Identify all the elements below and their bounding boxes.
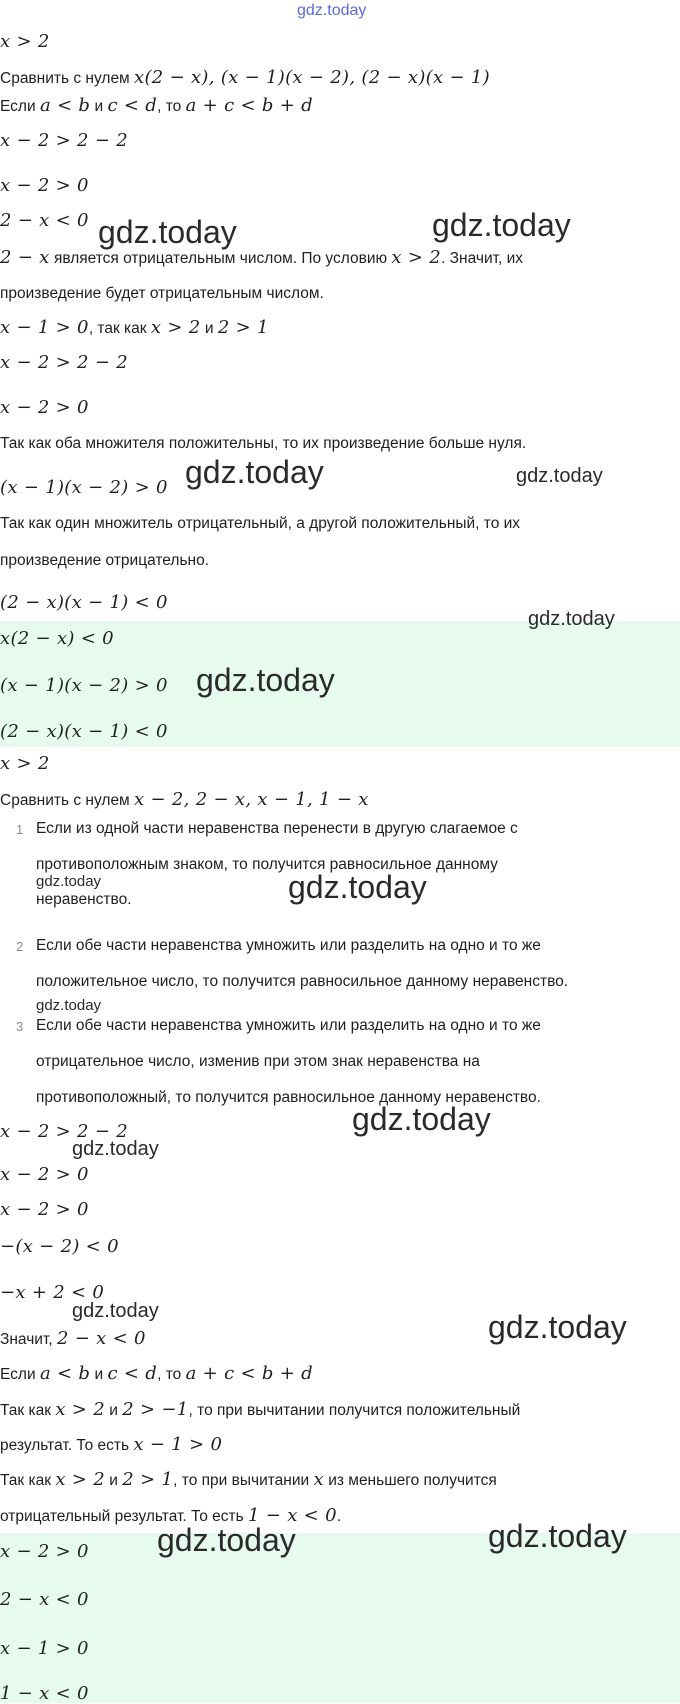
list-item: Если обе части неравенства умножить или разделить на одно и то же [36, 937, 541, 954]
text-line: Значит, 2 − x < 0 [0, 1328, 146, 1349]
answer-block [0, 621, 680, 747]
math-line: x − 2 > 0 [0, 175, 89, 196]
answer-line: 1 − x < 0 [0, 1683, 89, 1704]
watermark: gdz.today [157, 1522, 296, 1558]
watermark: gdz.today [72, 1300, 159, 1322]
math-line: 2 − x < 0 [0, 210, 89, 231]
list-item: Если обе части неравенства умножить или разделить на одно и то же [36, 1017, 541, 1034]
text-line: Так как оба множителя положительны, то их произведение больше нуля. [0, 435, 527, 452]
watermark: gdz.today [516, 465, 603, 487]
math-line: −x + 2 < 0 [0, 1282, 105, 1303]
watermark: gdz.today [36, 873, 102, 890]
text-line: отрицательный результат. То есть 1 − x < 0. [0, 1505, 342, 1526]
watermark: gdz.today [288, 869, 427, 905]
text-line: Так как x > 2 и 2 > −1, то при вычитании получится положительный [0, 1399, 521, 1420]
watermark: gdz.today [36, 997, 102, 1014]
text-line: произведение будет отрицательным числом. [0, 285, 324, 302]
math-line: x − 2 > 0 [0, 1199, 89, 1220]
list-item: отрицательное число, изменив при этом знак неравенства на [36, 1053, 480, 1070]
text-line: результат. То есть x − 1 > 0 [0, 1434, 223, 1455]
rule-line: Если a < b и c < d, то a + c < b + d [0, 95, 313, 116]
watermark: gdz.today [528, 608, 615, 630]
list-item: противоположный, то получится равносильное данному неравенство. [36, 1089, 541, 1106]
math-line: x − 2 > 0 [0, 1164, 89, 1185]
list-number: 1 [16, 822, 24, 837]
watermark: gdz.today [72, 1138, 159, 1160]
text-line: Так как x > 2 и 2 > 1, то при вычитании x из меньшего получится [0, 1469, 497, 1490]
watermark: gdz.today [488, 1309, 627, 1345]
text-line: 2 − x является отрицательным числом. По условию x > 2. Значит, их [0, 247, 524, 268]
math-line: (x − 1)(x − 2) > 0 [0, 477, 168, 498]
list-item: неравенство. [36, 891, 132, 908]
watermark: gdz.today [196, 662, 335, 698]
task-line: Сравнить с нулем x − 2, 2 − x, x − 1, 1 − x [0, 789, 369, 810]
answer-block [0, 1533, 680, 1703]
math-line: (2 − x)(x − 1) < 0 [0, 592, 168, 613]
answer-line: x − 1 > 0 [0, 1638, 89, 1659]
watermark: gdz.today [185, 454, 324, 490]
text-line: Так как один множитель отрицательный, а другой положительный, то их [0, 515, 521, 532]
list-item: противоположным знаком, то получится равносильное данному [36, 856, 498, 873]
math-line: x − 2 > 2 − 2 [0, 352, 128, 373]
list-item: Если из одной части неравенства перенести в другую слагаемое с [36, 820, 518, 837]
watermark: gdz.today [488, 1518, 627, 1554]
list-item: положительное число, то получится равносильное данному неравенство. [36, 973, 569, 990]
list-number: 2 [16, 939, 24, 954]
text-line: произведение отрицательно. [0, 552, 210, 569]
task-line: Сравнить с нулем x(2 − x), (x − 1)(x − 2), (2 − x)(x − 1) [0, 67, 490, 88]
answer-line: (x − 1)(x − 2) > 0 [0, 675, 168, 696]
watermark: gdz.today [98, 214, 237, 250]
answer-line: x − 2 > 0 [0, 1541, 89, 1562]
watermark: gdz.today [352, 1101, 491, 1137]
rule-line: Если a < b и c < d, то a + c < b + d [0, 1363, 313, 1384]
text-line: x − 1 > 0, так как x > 2 и 2 > 1 [0, 317, 269, 338]
math-line: x − 2 > 2 − 2 [0, 130, 128, 151]
answer-line: (2 − x)(x − 1) < 0 [0, 721, 168, 742]
list-number: 3 [16, 1019, 24, 1034]
math-line: x − 2 > 0 [0, 397, 89, 418]
header-watermark: gdz.today [297, 2, 367, 19]
answer-line: 2 − x < 0 [0, 1589, 89, 1610]
watermark: gdz.today [432, 207, 571, 243]
answer-line: x(2 − x) < 0 [0, 628, 114, 649]
condition-line: x > 2 [0, 31, 50, 52]
condition-line: x > 2 [0, 753, 50, 774]
math-line: x − 2 > 2 − 2 [0, 1121, 128, 1142]
math-line: −(x − 2) < 0 [0, 1236, 119, 1257]
